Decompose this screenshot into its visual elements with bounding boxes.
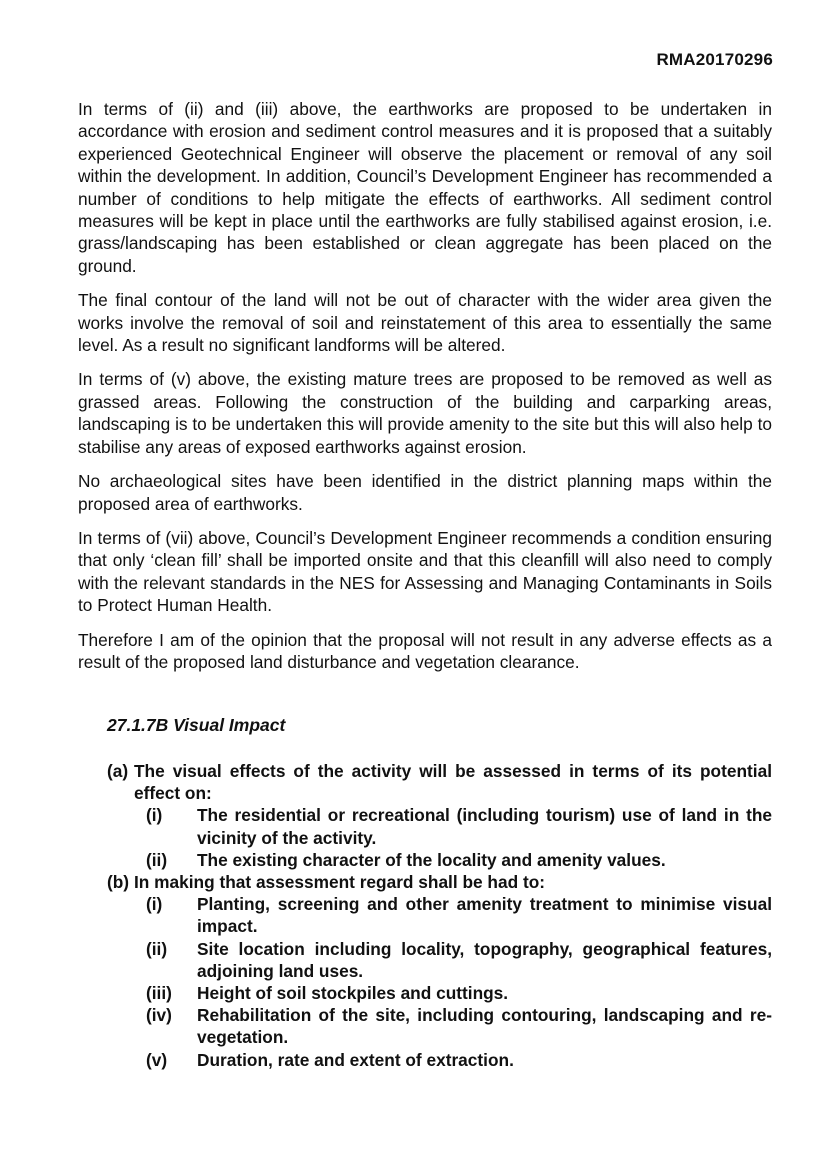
- list-item-text: The residential or recreational (including tourism) use of land in the vicinity of the activity.: [197, 805, 772, 848]
- list-item-number: (iv): [146, 1005, 172, 1026]
- list-item-number: (v): [146, 1049, 168, 1070]
- list-item: [107, 804, 772, 848]
- section-heading: 27.1.7B Visual Impact: [107, 715, 286, 735]
- list-item-text: Planting, screening and other amenity treatment to minimise visual impact.: [197, 894, 772, 937]
- reference-number: RMA20170296: [656, 50, 773, 69]
- list-item-text: Height of soil stockpiles and cuttings.: [197, 983, 509, 1004]
- list-item-text: Duration, rate and extent of extraction.: [197, 1049, 514, 1070]
- clause-b: [107, 871, 772, 893]
- paragraph-trees-landscaping: In terms of (v) above, the existing mature trees are proposed to be removed as well as grassed areas. Following the construction of the building and carparking areas, landscaping is to be undertaken this will provide amenity to the site but this will also help to stabilise any areas of exposed earthworks against erosion.: [78, 369, 772, 457]
- paragraph-final-contour: The final contour of the land will not be out of character with the wider area given the works involve the removal of soil and reinstatement of this area to essentially the same level. As a result no significant landforms will be altered.: [78, 290, 772, 356]
- list-item-number: (ii): [146, 849, 168, 870]
- list-item: [107, 938, 772, 982]
- body-text: [78, 98, 772, 685]
- list-item-number: (i): [146, 894, 163, 915]
- clause-text: In making that assessment regard shall be had to:: [134, 872, 546, 893]
- list-item-number: (i): [146, 805, 163, 826]
- list-item: [107, 849, 772, 871]
- list-item-text: The existing character of the locality and amenity values.: [197, 849, 666, 870]
- paragraph-clean-fill: In terms of (vii) above, Council’s Development Engineer recommends a condition ensuring that only ‘clean fill’ shall be imported onsite and that this cleanfill will also need to comply with the relevant standards in the NES for Assessing and Managing Contaminants in Soils to Protect Human Health.: [78, 527, 772, 616]
- clause-label: (a): [107, 761, 129, 781]
- clause-label: (b): [107, 872, 130, 893]
- clause-a: [107, 760, 772, 804]
- list-item-number: (iii): [146, 983, 172, 1004]
- list-item: [107, 893, 772, 937]
- visual-impact-rule: [107, 760, 772, 1071]
- clause-text: The visual effects of the activity will be assessed in terms of its potential effect on:: [134, 761, 772, 804]
- list-item-text: Rehabilitation of the site, including contouring, landscaping and re-vegetation.: [197, 1005, 772, 1048]
- list-item: [107, 1049, 772, 1071]
- list-item: [107, 1004, 772, 1048]
- paragraph-conclusion: Therefore I am of the opinion that the proposal will not result in any adverse effects as a result of the proposed land disturbance and vegetation clearance.: [78, 629, 772, 672]
- list-item-number: (ii): [146, 938, 168, 959]
- list-item: [107, 982, 772, 1004]
- paragraph-archaeological-sites: No archaeological sites have been identified in the district planning maps within the proposed area of earthworks.: [78, 471, 772, 514]
- paragraph-earthworks-measures: In terms of (ii) and (iii) above, the earthworks are proposed to be undertaken in accordance with erosion and sediment control measures and it is proposed that a suitably experienced Geotechnical Engineer will observe the placement or removal of any soil within the development. In addition, Council’s Development Engineer has recommended a number of conditions to help mitigate the effects of earthworks. All sediment control measures will be kept in place until the earthworks are fully stabilised against erosion, i.e. grass/landscaping has been established or clean aggregate has been placed on the ground.: [78, 99, 772, 276]
- list-item-text: Site location including locality, topography, geographical features, adjoining land uses.: [197, 938, 772, 981]
